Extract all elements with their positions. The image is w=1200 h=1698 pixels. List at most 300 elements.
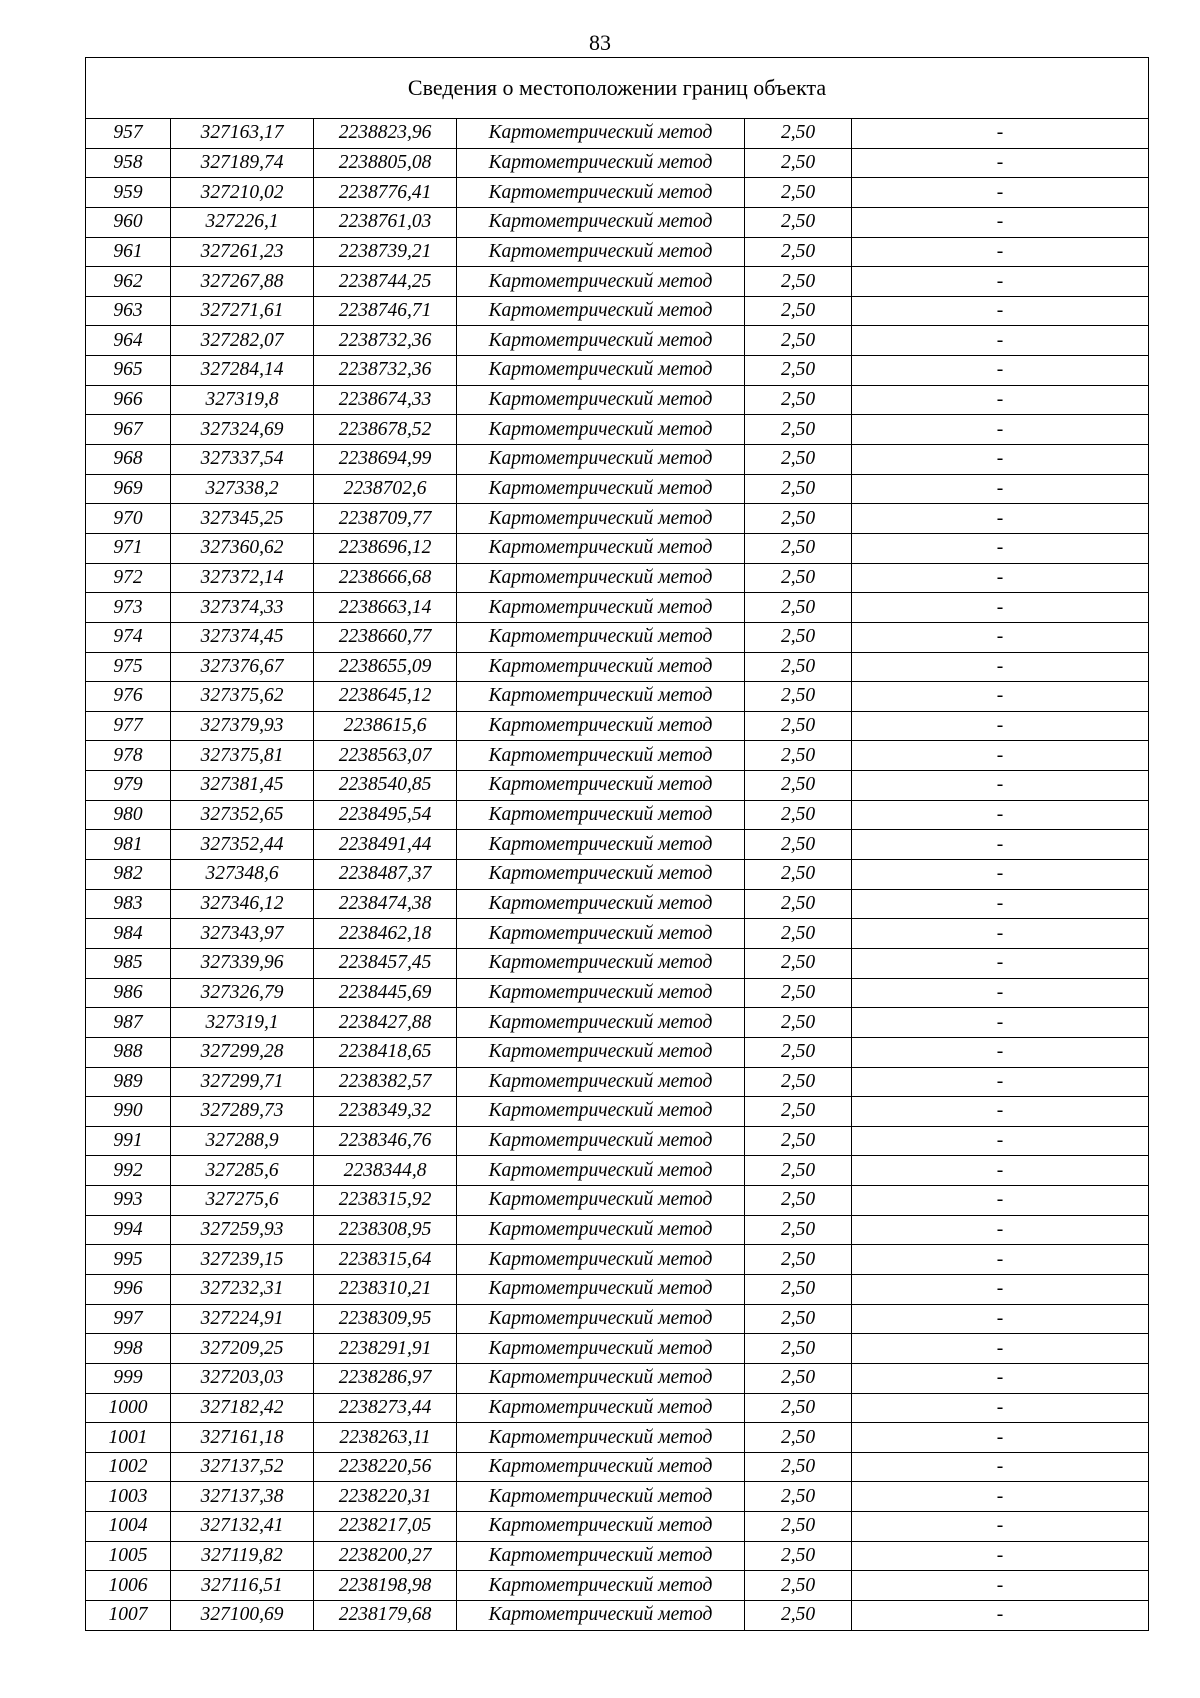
accuracy-cell: 2,50 xyxy=(745,207,852,237)
table-row xyxy=(86,1215,1149,1245)
table-row xyxy=(86,415,1149,445)
table-row xyxy=(86,1482,1149,1512)
note-cell: - xyxy=(852,178,1149,208)
point-number-cell: 1005 xyxy=(86,1541,171,1571)
accuracy-cell: 2,50 xyxy=(745,830,852,860)
table-row xyxy=(86,1304,1149,1334)
note-cell: - xyxy=(852,1393,1149,1423)
method-cell: Картометрический метод xyxy=(457,119,745,149)
accuracy-cell: 2,50 xyxy=(745,682,852,712)
table-row xyxy=(86,948,1149,978)
note-cell: - xyxy=(852,978,1149,1008)
accuracy-cell: 2,50 xyxy=(745,652,852,682)
table-row xyxy=(86,1274,1149,1304)
note-cell: - xyxy=(852,771,1149,801)
coordinate-y-cell: 2238660,77 xyxy=(314,622,457,652)
point-number-cell: 958 xyxy=(86,148,171,178)
note-cell: - xyxy=(852,1363,1149,1393)
note-cell: - xyxy=(852,148,1149,178)
accuracy-cell: 2,50 xyxy=(745,1512,852,1542)
method-cell: Картометрический метод xyxy=(457,978,745,1008)
note-cell: - xyxy=(852,1215,1149,1245)
coordinate-y-cell: 2238563,07 xyxy=(314,741,457,771)
table-row xyxy=(86,119,1149,149)
note-cell: - xyxy=(852,207,1149,237)
method-cell: Картометрический метод xyxy=(457,237,745,267)
point-number-cell: 1000 xyxy=(86,1393,171,1423)
coordinate-x-cell: 327163,17 xyxy=(171,119,314,149)
coordinate-y-cell: 2238487,37 xyxy=(314,860,457,890)
table-row xyxy=(86,1541,1149,1571)
coordinate-x-cell: 327267,88 xyxy=(171,267,314,297)
note-cell: - xyxy=(852,682,1149,712)
note-cell: - xyxy=(852,741,1149,771)
coordinate-y-cell: 2238382,57 xyxy=(314,1067,457,1097)
method-cell: Картометрический метод xyxy=(457,1363,745,1393)
accuracy-cell: 2,50 xyxy=(745,889,852,919)
coordinate-x-cell: 327375,81 xyxy=(171,741,314,771)
coordinate-y-cell: 2238805,08 xyxy=(314,148,457,178)
accuracy-cell: 2,50 xyxy=(745,267,852,297)
coordinate-x-cell: 327337,54 xyxy=(171,445,314,475)
method-cell: Картометрический метод xyxy=(457,267,745,297)
coordinate-y-cell: 2238220,31 xyxy=(314,1482,457,1512)
table-row xyxy=(86,533,1149,563)
point-number-cell: 991 xyxy=(86,1126,171,1156)
note-cell: - xyxy=(852,800,1149,830)
point-number-cell: 971 xyxy=(86,533,171,563)
method-cell: Картометрический метод xyxy=(457,860,745,890)
coordinate-x-cell: 327284,14 xyxy=(171,356,314,386)
coordinate-y-cell: 2238744,25 xyxy=(314,267,457,297)
point-number-cell: 1004 xyxy=(86,1512,171,1542)
method-cell: Картометрический метод xyxy=(457,533,745,563)
note-cell: - xyxy=(852,385,1149,415)
table-row xyxy=(86,622,1149,652)
coordinate-y-cell: 2238286,97 xyxy=(314,1363,457,1393)
method-cell: Картометрический метод xyxy=(457,593,745,623)
table-row xyxy=(86,1245,1149,1275)
point-number-cell: 995 xyxy=(86,1245,171,1275)
accuracy-cell: 2,50 xyxy=(745,326,852,356)
point-number-cell: 984 xyxy=(86,919,171,949)
coordinate-x-cell: 327339,96 xyxy=(171,948,314,978)
method-cell: Картометрический метод xyxy=(457,563,745,593)
coordinate-x-cell: 327161,18 xyxy=(171,1423,314,1453)
table-row xyxy=(86,1156,1149,1186)
table-row xyxy=(86,178,1149,208)
coordinate-y-cell: 2238315,64 xyxy=(314,1245,457,1275)
coordinate-x-cell: 327374,33 xyxy=(171,593,314,623)
point-number-cell: 960 xyxy=(86,207,171,237)
method-cell: Картометрический метод xyxy=(457,711,745,741)
coordinate-x-cell: 327381,45 xyxy=(171,771,314,801)
note-cell: - xyxy=(852,563,1149,593)
table-body xyxy=(86,58,1149,1631)
point-number-cell: 983 xyxy=(86,889,171,919)
table-row xyxy=(86,800,1149,830)
coordinate-x-cell: 327352,65 xyxy=(171,800,314,830)
method-cell: Картометрический метод xyxy=(457,1067,745,1097)
coordinate-y-cell: 2238315,92 xyxy=(314,1186,457,1216)
table-row xyxy=(86,1571,1149,1601)
method-cell: Картометрический метод xyxy=(457,1274,745,1304)
accuracy-cell: 2,50 xyxy=(745,1601,852,1631)
table-row xyxy=(86,771,1149,801)
note-cell: - xyxy=(852,415,1149,445)
coordinate-y-cell: 2238462,18 xyxy=(314,919,457,949)
table-row xyxy=(86,889,1149,919)
coordinate-y-cell: 2238309,95 xyxy=(314,1304,457,1334)
point-number-cell: 1006 xyxy=(86,1571,171,1601)
coordinate-x-cell: 327299,28 xyxy=(171,1037,314,1067)
table-row xyxy=(86,296,1149,326)
point-number-cell: 994 xyxy=(86,1215,171,1245)
coordinate-y-cell: 2238696,12 xyxy=(314,533,457,563)
coordinate-y-cell: 2238732,36 xyxy=(314,326,457,356)
method-cell: Картометрический метод xyxy=(457,1304,745,1334)
accuracy-cell: 2,50 xyxy=(745,1423,852,1453)
accuracy-cell: 2,50 xyxy=(745,1008,852,1038)
point-number-cell: 980 xyxy=(86,800,171,830)
method-cell: Картометрический метод xyxy=(457,1186,745,1216)
coordinate-x-cell: 327203,03 xyxy=(171,1363,314,1393)
coordinate-y-cell: 2238200,27 xyxy=(314,1541,457,1571)
note-cell: - xyxy=(852,652,1149,682)
accuracy-cell: 2,50 xyxy=(745,1097,852,1127)
method-cell: Картометрический метод xyxy=(457,474,745,504)
note-cell: - xyxy=(852,1008,1149,1038)
point-number-cell: 964 xyxy=(86,326,171,356)
point-number-cell: 961 xyxy=(86,237,171,267)
point-number-cell: 1002 xyxy=(86,1452,171,1482)
point-number-cell: 996 xyxy=(86,1274,171,1304)
coordinate-y-cell: 2238418,65 xyxy=(314,1037,457,1067)
coordinate-x-cell: 327261,23 xyxy=(171,237,314,267)
note-cell: - xyxy=(852,445,1149,475)
point-number-cell: 988 xyxy=(86,1037,171,1067)
method-cell: Картометрический метод xyxy=(457,1512,745,1542)
method-cell: Картометрический метод xyxy=(457,1601,745,1631)
coordinate-x-cell: 327348,6 xyxy=(171,860,314,890)
coordinate-x-cell: 327137,38 xyxy=(171,1482,314,1512)
note-cell: - xyxy=(852,1304,1149,1334)
note-cell: - xyxy=(852,919,1149,949)
point-number-cell: 972 xyxy=(86,563,171,593)
coordinate-x-cell: 327189,74 xyxy=(171,148,314,178)
coordinate-x-cell: 327379,93 xyxy=(171,711,314,741)
coordinate-y-cell: 2238291,91 xyxy=(314,1334,457,1364)
coordinate-x-cell: 327324,69 xyxy=(171,415,314,445)
accuracy-cell: 2,50 xyxy=(745,1186,852,1216)
method-cell: Картометрический метод xyxy=(457,682,745,712)
accuracy-cell: 2,50 xyxy=(745,1067,852,1097)
coordinate-y-cell: 2238346,76 xyxy=(314,1126,457,1156)
point-number-cell: 969 xyxy=(86,474,171,504)
coordinate-x-cell: 327299,71 xyxy=(171,1067,314,1097)
method-cell: Картометрический метод xyxy=(457,1482,745,1512)
coordinate-x-cell: 327100,69 xyxy=(171,1601,314,1631)
table-title-row xyxy=(86,58,1149,119)
accuracy-cell: 2,50 xyxy=(745,1274,852,1304)
point-number-cell: 993 xyxy=(86,1186,171,1216)
table-row xyxy=(86,1363,1149,1393)
point-number-cell: 1007 xyxy=(86,1601,171,1631)
accuracy-cell: 2,50 xyxy=(745,1215,852,1245)
table-row xyxy=(86,385,1149,415)
table-row xyxy=(86,741,1149,771)
method-cell: Картометрический метод xyxy=(457,1126,745,1156)
note-cell: - xyxy=(852,356,1149,386)
accuracy-cell: 2,50 xyxy=(745,356,852,386)
note-cell: - xyxy=(852,1097,1149,1127)
accuracy-cell: 2,50 xyxy=(745,800,852,830)
coordinate-y-cell: 2238179,68 xyxy=(314,1601,457,1631)
note-cell: - xyxy=(852,1245,1149,1275)
coordinate-x-cell: 327326,79 xyxy=(171,978,314,1008)
coordinate-y-cell: 2238709,77 xyxy=(314,504,457,534)
table-row xyxy=(86,1037,1149,1067)
table-row xyxy=(86,267,1149,297)
method-cell: Картометрический метод xyxy=(457,1097,745,1127)
method-cell: Картометрический метод xyxy=(457,445,745,475)
accuracy-cell: 2,50 xyxy=(745,741,852,771)
coordinate-y-cell: 2238761,03 xyxy=(314,207,457,237)
note-cell: - xyxy=(852,860,1149,890)
accuracy-cell: 2,50 xyxy=(745,385,852,415)
table-row xyxy=(86,148,1149,178)
method-cell: Картометрический метод xyxy=(457,1423,745,1453)
method-cell: Картометрический метод xyxy=(457,741,745,771)
coordinate-y-cell: 2238678,52 xyxy=(314,415,457,445)
point-number-cell: 975 xyxy=(86,652,171,682)
coordinate-y-cell: 2238308,95 xyxy=(314,1215,457,1245)
method-cell: Картометрический метод xyxy=(457,385,745,415)
coordinate-x-cell: 327119,82 xyxy=(171,1541,314,1571)
accuracy-cell: 2,50 xyxy=(745,1304,852,1334)
method-cell: Картометрический метод xyxy=(457,1037,745,1067)
method-cell: Картометрический метод xyxy=(457,178,745,208)
note-cell: - xyxy=(852,948,1149,978)
coordinate-x-cell: 327319,1 xyxy=(171,1008,314,1038)
coordinate-y-cell: 2238310,21 xyxy=(314,1274,457,1304)
accuracy-cell: 2,50 xyxy=(745,948,852,978)
coordinate-x-cell: 327209,25 xyxy=(171,1334,314,1364)
accuracy-cell: 2,50 xyxy=(745,771,852,801)
method-cell: Картометрический метод xyxy=(457,1215,745,1245)
table-row xyxy=(86,1186,1149,1216)
note-cell: - xyxy=(852,1037,1149,1067)
accuracy-cell: 2,50 xyxy=(745,1393,852,1423)
table-row xyxy=(86,830,1149,860)
accuracy-cell: 2,50 xyxy=(745,1156,852,1186)
note-cell: - xyxy=(852,622,1149,652)
coordinate-x-cell: 327224,91 xyxy=(171,1304,314,1334)
coordinate-x-cell: 327137,52 xyxy=(171,1452,314,1482)
coordinate-x-cell: 327346,12 xyxy=(171,889,314,919)
coordinate-y-cell: 2238445,69 xyxy=(314,978,457,1008)
coordinate-x-cell: 327132,41 xyxy=(171,1512,314,1542)
method-cell: Картометрический метод xyxy=(457,1008,745,1038)
method-cell: Картометрический метод xyxy=(457,622,745,652)
accuracy-cell: 2,50 xyxy=(745,1541,852,1571)
table-row xyxy=(86,1393,1149,1423)
point-number-cell: 989 xyxy=(86,1067,171,1097)
coordinate-y-cell: 2238694,99 xyxy=(314,445,457,475)
note-cell: - xyxy=(852,1541,1149,1571)
point-number-cell: 992 xyxy=(86,1156,171,1186)
accuracy-cell: 2,50 xyxy=(745,1363,852,1393)
note-cell: - xyxy=(852,1126,1149,1156)
point-number-cell: 968 xyxy=(86,445,171,475)
method-cell: Картометрический метод xyxy=(457,326,745,356)
table-row xyxy=(86,1126,1149,1156)
point-number-cell: 990 xyxy=(86,1097,171,1127)
note-cell: - xyxy=(852,1334,1149,1364)
page-number: 83 xyxy=(589,30,611,55)
accuracy-cell: 2,50 xyxy=(745,622,852,652)
coordinate-y-cell: 2238217,05 xyxy=(314,1512,457,1542)
table-row xyxy=(86,563,1149,593)
note-cell: - xyxy=(852,1156,1149,1186)
table-row xyxy=(86,1512,1149,1542)
accuracy-cell: 2,50 xyxy=(745,563,852,593)
accuracy-cell: 2,50 xyxy=(745,1245,852,1275)
table-row xyxy=(86,682,1149,712)
note-cell: - xyxy=(852,1067,1149,1097)
coordinate-y-cell: 2238474,38 xyxy=(314,889,457,919)
table-row xyxy=(86,207,1149,237)
coordinate-x-cell: 327319,8 xyxy=(171,385,314,415)
accuracy-cell: 2,50 xyxy=(745,1571,852,1601)
coordinate-y-cell: 2238491,44 xyxy=(314,830,457,860)
note-cell: - xyxy=(852,504,1149,534)
accuracy-cell: 2,50 xyxy=(745,919,852,949)
point-number-cell: 1001 xyxy=(86,1423,171,1453)
coordinate-y-cell: 2238540,85 xyxy=(314,771,457,801)
coordinate-y-cell: 2238663,14 xyxy=(314,593,457,623)
table-row xyxy=(86,1334,1149,1364)
coordinate-y-cell: 2238495,54 xyxy=(314,800,457,830)
table-row xyxy=(86,1008,1149,1038)
note-cell: - xyxy=(852,1186,1149,1216)
coordinate-y-cell: 2238666,68 xyxy=(314,563,457,593)
coordinate-y-cell: 2238198,98 xyxy=(314,1571,457,1601)
table-row xyxy=(86,237,1149,267)
point-number-cell: 998 xyxy=(86,1334,171,1364)
coordinate-x-cell: 327375,62 xyxy=(171,682,314,712)
accuracy-cell: 2,50 xyxy=(745,1334,852,1364)
coordinate-x-cell: 327259,93 xyxy=(171,1215,314,1245)
table-row xyxy=(86,978,1149,1008)
table-row xyxy=(86,860,1149,890)
table-title: Сведения о местоположении границ объекта xyxy=(86,58,1149,119)
method-cell: Картометрический метод xyxy=(457,296,745,326)
coordinate-y-cell: 2238427,88 xyxy=(314,1008,457,1038)
table-row xyxy=(86,504,1149,534)
note-cell: - xyxy=(852,1274,1149,1304)
coordinate-x-cell: 327352,44 xyxy=(171,830,314,860)
coordinate-x-cell: 327376,67 xyxy=(171,652,314,682)
coordinate-x-cell: 327116,51 xyxy=(171,1571,314,1601)
method-cell: Картометрический метод xyxy=(457,504,745,534)
note-cell: - xyxy=(852,1452,1149,1482)
note-cell: - xyxy=(852,1601,1149,1631)
point-number-cell: 999 xyxy=(86,1363,171,1393)
point-number-cell: 981 xyxy=(86,830,171,860)
note-cell: - xyxy=(852,1571,1149,1601)
point-number-cell: 974 xyxy=(86,622,171,652)
note-cell: - xyxy=(852,119,1149,149)
point-number-cell: 966 xyxy=(86,385,171,415)
accuracy-cell: 2,50 xyxy=(745,593,852,623)
table-row xyxy=(86,1097,1149,1127)
table-row xyxy=(86,474,1149,504)
accuracy-cell: 2,50 xyxy=(745,1482,852,1512)
accuracy-cell: 2,50 xyxy=(745,1126,852,1156)
point-number-cell: 977 xyxy=(86,711,171,741)
point-number-cell: 979 xyxy=(86,771,171,801)
coordinate-x-cell: 327345,25 xyxy=(171,504,314,534)
coordinate-x-cell: 327288,9 xyxy=(171,1126,314,1156)
table-row xyxy=(86,356,1149,386)
coordinate-x-cell: 327360,62 xyxy=(171,533,314,563)
accuracy-cell: 2,50 xyxy=(745,148,852,178)
method-cell: Картометрический метод xyxy=(457,1245,745,1275)
point-number-cell: 962 xyxy=(86,267,171,297)
coordinate-y-cell: 2238674,33 xyxy=(314,385,457,415)
coordinate-x-cell: 327285,6 xyxy=(171,1156,314,1186)
coordinate-x-cell: 327239,15 xyxy=(171,1245,314,1275)
coordinate-y-cell: 2238746,71 xyxy=(314,296,457,326)
note-cell: - xyxy=(852,237,1149,267)
method-cell: Картометрический метод xyxy=(457,919,745,949)
point-number-cell: 985 xyxy=(86,948,171,978)
coordinate-y-cell: 2238739,21 xyxy=(314,237,457,267)
note-cell: - xyxy=(852,267,1149,297)
accuracy-cell: 2,50 xyxy=(745,296,852,326)
method-cell: Картометрический метод xyxy=(457,1334,745,1364)
table-row xyxy=(86,445,1149,475)
point-number-cell: 976 xyxy=(86,682,171,712)
point-number-cell: 967 xyxy=(86,415,171,445)
point-number-cell: 986 xyxy=(86,978,171,1008)
note-cell: - xyxy=(852,711,1149,741)
coordinate-y-cell: 2238457,45 xyxy=(314,948,457,978)
point-number-cell: 959 xyxy=(86,178,171,208)
point-number-cell: 957 xyxy=(86,119,171,149)
coordinate-x-cell: 327343,97 xyxy=(171,919,314,949)
table-row xyxy=(86,919,1149,949)
method-cell: Картометрический метод xyxy=(457,830,745,860)
note-cell: - xyxy=(852,474,1149,504)
point-number-cell: 963 xyxy=(86,296,171,326)
coordinate-x-cell: 327338,2 xyxy=(171,474,314,504)
coordinate-x-cell: 327275,6 xyxy=(171,1186,314,1216)
boundary-coordinates-table xyxy=(85,57,1149,1631)
method-cell: Картометрический метод xyxy=(457,356,745,386)
coordinate-x-cell: 327374,45 xyxy=(171,622,314,652)
method-cell: Картометрический метод xyxy=(457,1571,745,1601)
coordinate-y-cell: 2238732,36 xyxy=(314,356,457,386)
coordinate-y-cell: 2238349,32 xyxy=(314,1097,457,1127)
method-cell: Картометрический метод xyxy=(457,207,745,237)
coordinate-x-cell: 327271,61 xyxy=(171,296,314,326)
accuracy-cell: 2,50 xyxy=(745,533,852,563)
method-cell: Картометрический метод xyxy=(457,1541,745,1571)
table-row xyxy=(86,711,1149,741)
note-cell: - xyxy=(852,326,1149,356)
